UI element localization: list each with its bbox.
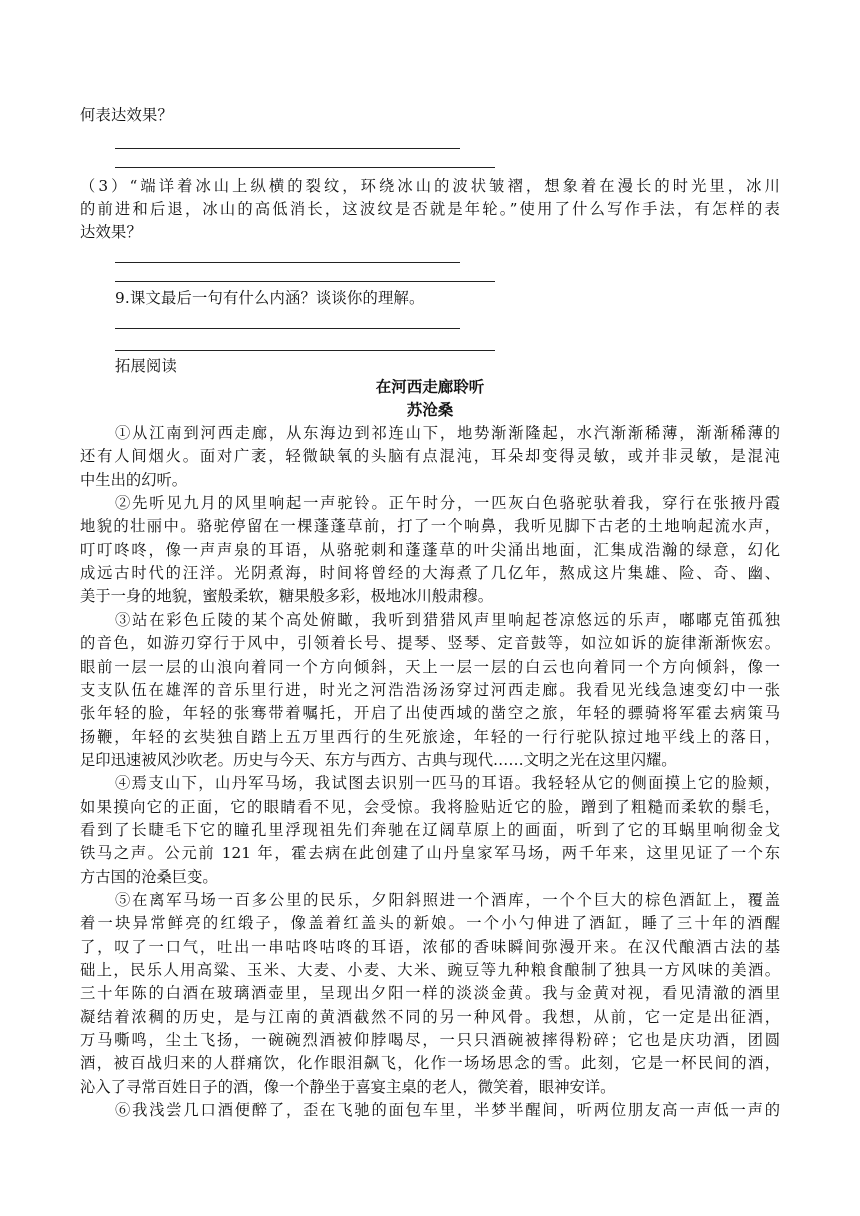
- article-line: ③站在彩色丘陵的某个高处俯瞰，我听到猎猎风声里响起苍凉悠远的乐声，嘟嘟克笛孤独: [115, 610, 780, 629]
- article-line: 地貌的壮丽中。骆驼停留在一棵蓬蓬草前，打了一个响鼻，我听见脚下古老的土地响起流水声，: [80, 517, 780, 536]
- question-8-3-line: （3）“端详着冰山上纵横的裂纹，环绕冰山的波状皱褶，想象着在漫长的时光里，冰川: [80, 177, 780, 195]
- article-author: 苏沧桑: [406, 400, 454, 419]
- answer-line: [115, 167, 495, 168]
- article-line: 扬鞭，年轻的玄奘独自踏上五万里西行的生死旅途，年轻的一行行驼队掠过地平线上的落日，: [80, 727, 780, 746]
- article-line: 叮叮咚咚，像一声声泉的耳语，从骆驼刺和蓬蓬草的叶尖涌出地面，汇集成浩瀚的绿意，幻化: [80, 540, 780, 559]
- question-8-3-line: 的前进和后退，冰山的高低消长，这波纹是否就是年轮。”使用了什么写作手法，有怎样的表: [80, 200, 780, 218]
- article-line: 着一块异常鲜亮的红缎子，像盖着红盖头的新娘。一个小勺伸进了酒缸，睡了三十年的酒醒: [80, 914, 780, 933]
- article-line: 方古国的沧桑巨变。: [80, 867, 218, 886]
- question-8-tail: 何表达效果？: [80, 106, 173, 124]
- article-line: 支支队伍在雄浑的音乐里行进，时光之河浩浩汤汤穿过河西走廊。我看见光线急速变幻中一张: [80, 680, 780, 699]
- section-label: 拓展阅读: [115, 357, 177, 375]
- article-title: 在河西走廊聆听: [375, 377, 485, 396]
- answer-line: [115, 328, 460, 329]
- answer-line: [115, 281, 495, 282]
- article-line: 了，叹了一口气，吐出一串咕咚咕咚的耳语，浓郁的香味瞬间弥漫开来。在汉代酿酒古法的基: [80, 937, 780, 956]
- answer-line: [115, 148, 460, 149]
- article-line: ⑥我浅尝几口酒便醉了，歪在飞驰的面包车里，半梦半醒间，听两位朋友高一声低一声的: [115, 1101, 780, 1120]
- article-line: ④焉支山下，山丹军马场，我试图去识别一匹马的耳语。我轻轻从它的侧面摸上它的脸颊，: [115, 774, 780, 793]
- article-line: 万马嘶鸣，尘土飞扬，一碗碗烈酒被仰脖喝尽，一只只酒碗被摔得粉碎；它也是庆功酒，团圆: [80, 1031, 780, 1050]
- article-line: 美于一身的地貌，蜜般柔软，糖果般多彩，极地冰川般肃穆。: [80, 587, 494, 606]
- article-line: 足印迅速被风沙吹老。历史与今天、东方与西方、古典与现代……文明之光在这里闪耀。: [80, 750, 677, 769]
- article-line: 如果摸向它的正面，它的眼睛看不见，会受惊。我将脸贴近它的脸，蹭到了粗糙而柔软的鬃毛，: [80, 797, 780, 816]
- article-line: 凝结着浓稠的历史，是与江南的黄酒截然不同的另一种风骨。我想，从前，它一定是出征酒，: [80, 1007, 780, 1026]
- answer-line: [115, 262, 460, 263]
- article-line: 铁马之声。公元前 121 年，霍去病在此创建了山丹皇家军马场，两千年来，这里见证了一个东: [80, 844, 780, 863]
- article-line: 看到了长睫毛下它的瞳孔里浮现祖先们奔驰在辽阔草原上的画面，听到了它的耳蜗里响彻金戈: [80, 820, 780, 839]
- article-line: 沁入了寻常百姓日子的酒，像一个静坐于喜宴主桌的老人，微笑着，眼神安详。: [80, 1077, 616, 1096]
- answer-line: [115, 350, 495, 351]
- article-line: 酒，被百战归来的人群痛饮，化作眼泪飙飞，化作一场场思念的雪。此刻，它是一杯民间的酒，: [80, 1054, 780, 1073]
- article-line: 眼前一层一层的山浪向着同一个方向倾斜，天上一层一层的白云也向着同一个方向倾斜，像一: [80, 657, 780, 676]
- article-line: 还有人间烟火。面对广袤，轻微缺氧的头脑有点混沌，耳朵却变得灵敏，或并非灵敏，是混沌: [80, 447, 780, 466]
- article-line: ①从江南到河西走廊，从东海边到祁连山下，地势渐渐隆起，水汽渐渐稀薄，渐渐稀薄的: [115, 424, 780, 442]
- article-line: 三十年陈的白酒在玻璃酒壶里，呈现出夕阳一样的淡淡金黄。我与金黄对视，看见清澈的酒里: [80, 984, 780, 1003]
- article-line: ⑤在离军马场一百多公里的民乐，夕阳斜照进一个酒库，一个个巨大的棕色酒缸上，覆盖: [115, 891, 780, 909]
- question-8-3-line: 达效果？: [80, 223, 142, 241]
- article-line: 张年轻的脸，年轻的张骞带着嘱托，开启了出使西域的凿空之旅，年轻的骠骑将军霍去病策马: [80, 704, 780, 723]
- article-line: ②先听见九月的风里响起一声驼铃。正午时分，一匹灰白色骆驼驮着我，穿行在张掖丹霞: [115, 494, 780, 513]
- question-9: 9.课文最后一句有什么内涵？谈谈你的理解。: [115, 289, 425, 307]
- article-line: 的音色，如游刃穿行于风中，引领着长号、提琴、竖琴、定音鼓等，如泣如诉的旋律渐渐恢宏。: [80, 634, 780, 653]
- article-line: 成远古时代的汪洋。光阴煮海，时间将曾经的大海煮了几亿年，熬成这片集雄、险、奇、幽、: [80, 564, 780, 583]
- article-line: 础上，民乐人用高粱、玉米、大麦、小麦、大米、豌豆等九种粮食酿制了独具一方风味的美酒。: [80, 961, 780, 980]
- article-line: 中生出的幻听。: [80, 470, 188, 489]
